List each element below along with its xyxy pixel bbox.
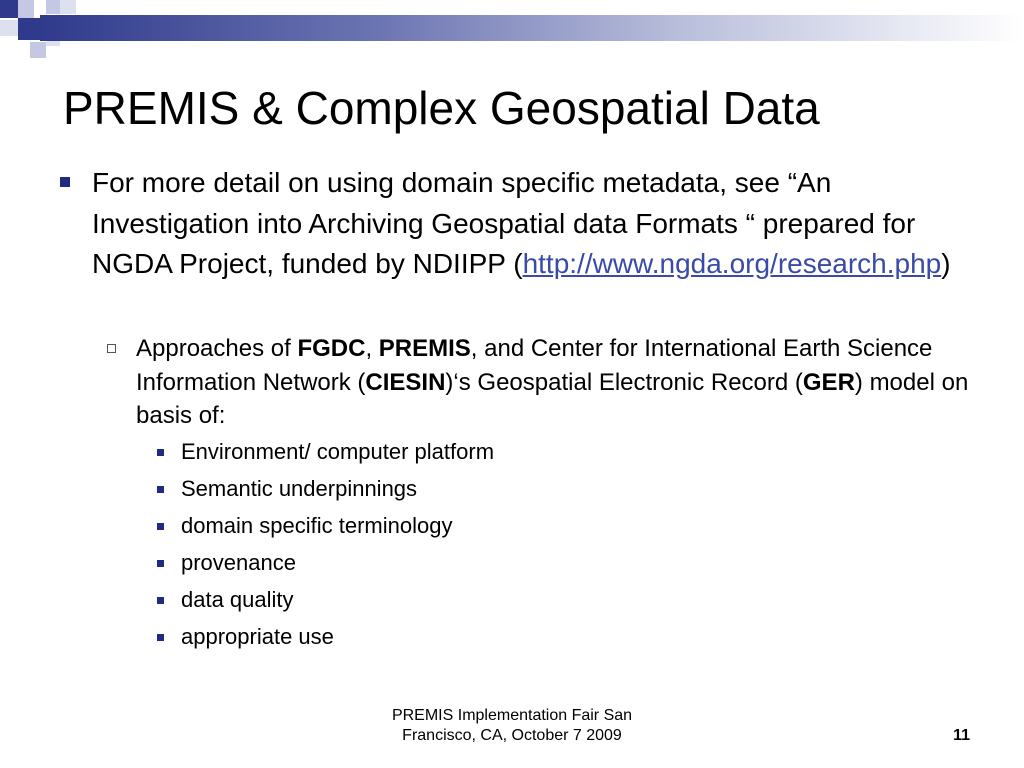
subitem-label: provenance bbox=[181, 550, 296, 575]
bullet-level2 bbox=[136, 332, 986, 433]
slide-footer bbox=[362, 706, 662, 746]
bullet1-close: ) bbox=[941, 248, 951, 279]
footer-line: PREMIS Implementation Fair San bbox=[391, 707, 633, 724]
header-banner bbox=[40, 15, 1024, 41]
deco-square bbox=[30, 42, 46, 58]
bullet2-text: Approaches of bbox=[136, 335, 298, 362]
square-bullet-icon bbox=[157, 597, 164, 604]
square-bullet-icon bbox=[157, 486, 164, 493]
bullet2-text: ) model on basis of: bbox=[136, 368, 969, 429]
square-bullet-icon bbox=[157, 634, 164, 641]
deco-square bbox=[60, 0, 76, 14]
deco-square bbox=[0, 20, 18, 36]
subitem-label: Semantic underpinnings bbox=[181, 476, 418, 501]
deco-square bbox=[18, 18, 40, 40]
footer-line: Francisco, CA, October 7 2009 bbox=[402, 727, 622, 744]
square-bullet-icon bbox=[157, 523, 164, 530]
bullet2-text: )‘s Geospatial Electronic Record ( bbox=[445, 368, 803, 396]
ciesin-label: CIESIN bbox=[365, 368, 446, 396]
hollow-square-bullet-icon bbox=[107, 344, 116, 353]
bullet2-text: , bbox=[365, 335, 379, 362]
square-bullet-icon bbox=[157, 449, 164, 456]
subitem-label: data quality bbox=[181, 587, 294, 612]
fgdc-label: FGDC bbox=[297, 335, 366, 362]
deco-square bbox=[0, 0, 18, 18]
premis-label: PREMIS bbox=[378, 335, 471, 362]
deco-square bbox=[18, 0, 34, 18]
bullet1-text: For more detail on using domain specific metadata, see “An Investigation into Archiving Geospatial data Formats “ prepared for NGDA Project, funded by NDIIPP ( bbox=[92, 167, 916, 279]
header-decoration bbox=[0, 0, 1024, 60]
page-number: 11 bbox=[953, 727, 970, 744]
slide-title: PREMIS & Complex Geospatial Data bbox=[63, 82, 820, 134]
deco-square bbox=[46, 0, 60, 14]
ngda-research-link[interactable]: http://www.ngda.org/research.php bbox=[522, 248, 942, 279]
subitem-label: appropriate use bbox=[181, 624, 334, 649]
square-bullet-icon bbox=[157, 560, 164, 567]
bullet-level1 bbox=[92, 163, 992, 285]
bullet2-text: , and Center for International Earth Science Information Network ( bbox=[136, 335, 933, 396]
square-bullet-icon bbox=[60, 177, 70, 187]
ger-label: GER bbox=[802, 368, 855, 396]
subitem-label: domain specific terminology bbox=[181, 513, 453, 538]
subitem-label: Environment/ computer platform bbox=[181, 439, 495, 464]
